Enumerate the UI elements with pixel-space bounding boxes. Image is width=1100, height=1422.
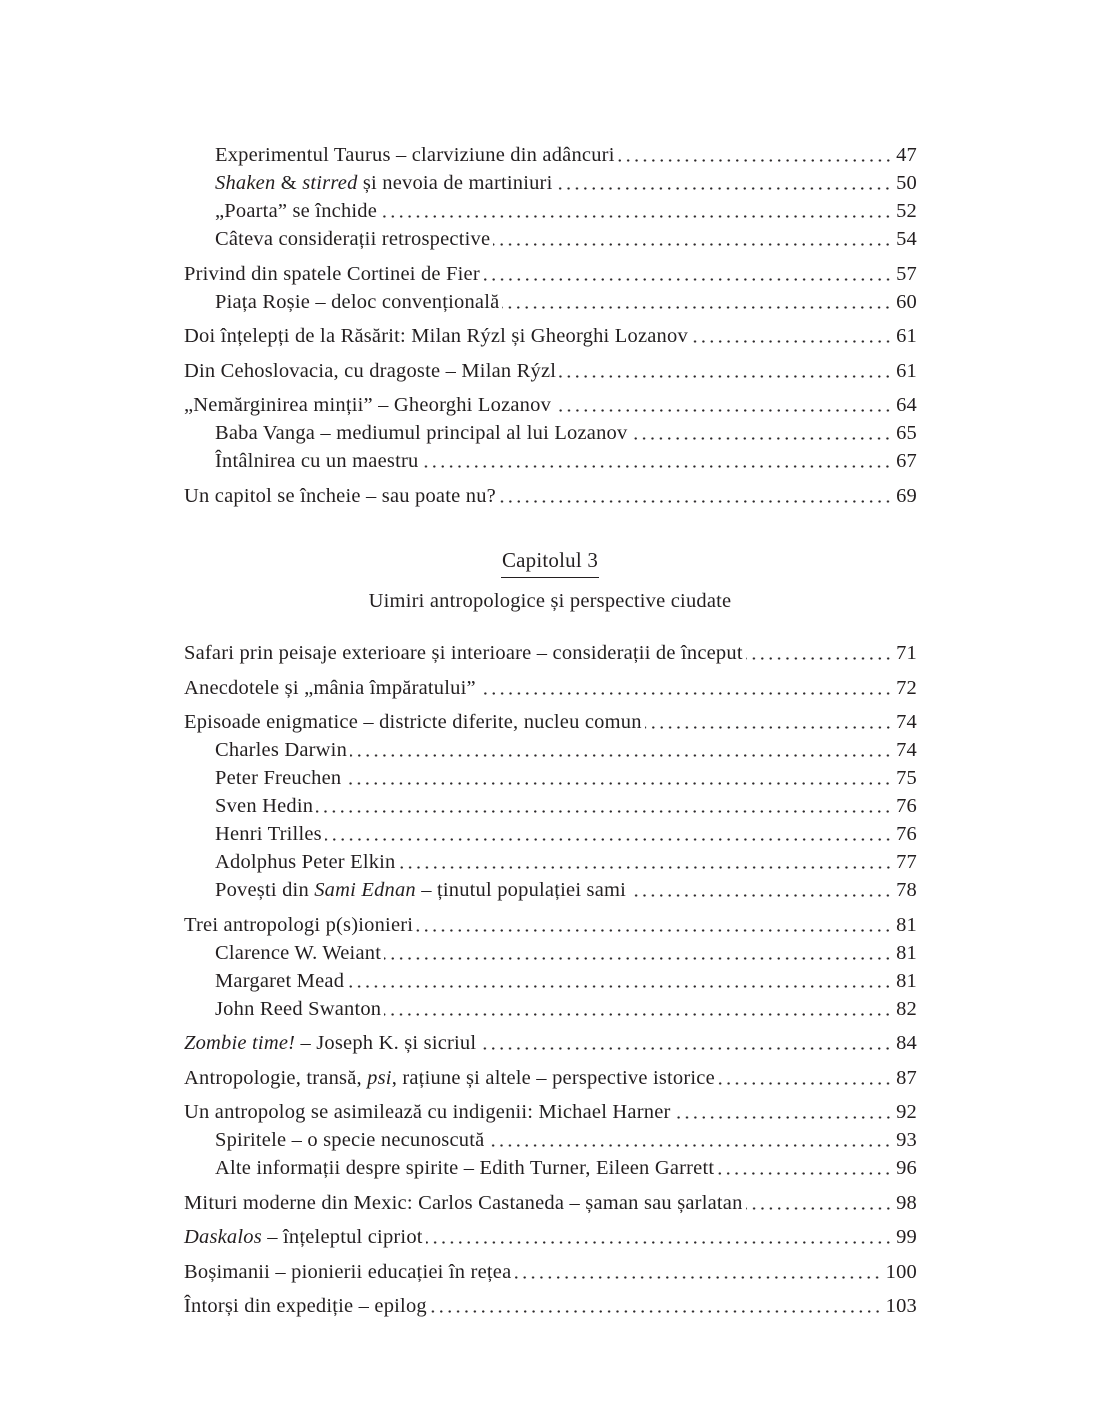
chapter-title: Uimiri antropologice și perspective ciudate <box>368 590 732 612</box>
toc-entry-title <box>215 792 316 820</box>
page-number: 78 <box>896 879 917 901</box>
title-segment: Mituri moderne din Mexic: Carlos Castaneda – șaman sau șarlatan <box>184 1191 743 1214</box>
toc-entry-title <box>215 764 344 792</box>
page-number: 50 <box>896 172 917 194</box>
toc-entry-title <box>184 357 559 385</box>
page-number: 69 <box>896 484 917 507</box>
dot-leader <box>426 1223 893 1251</box>
dot-leader <box>493 225 893 253</box>
dot-leader <box>384 939 893 967</box>
toc-entry-title <box>215 1154 717 1182</box>
dot-leader <box>499 482 893 510</box>
title-segment: Experimentul Taurus – clarviziune din adâncuri <box>215 144 615 166</box>
title-segment: Margaret Mead <box>215 969 345 992</box>
page-number: 72 <box>896 676 917 699</box>
toc-entry <box>184 1098 917 1126</box>
dot-leader <box>559 357 893 385</box>
dot-leader <box>416 911 893 939</box>
italic-title-segment: Shaken <box>215 172 276 194</box>
title-segment: Câteva considerații retrospective <box>215 228 491 250</box>
title-segment: Piața Roșie – deloc convențională <box>215 290 500 313</box>
title-segment: Sven Hedin <box>215 795 314 817</box>
toc-entry-title <box>184 391 554 419</box>
dot-leader <box>380 197 893 225</box>
toc-entry-title <box>215 995 384 1023</box>
toc-entry-title <box>184 639 746 667</box>
page-number: 61 <box>896 325 917 347</box>
title-segment: – Joseph K. și sicriul <box>295 1032 477 1054</box>
title-segment: Trei antropologi p(s)ionieri <box>184 913 414 936</box>
toc-entry-title <box>215 447 421 475</box>
dot-leader <box>479 674 893 702</box>
dot-leader <box>430 1292 883 1320</box>
title-segment: „Poarta” se închide <box>215 200 378 222</box>
title-segment: Henri Trilles <box>215 823 322 845</box>
toc-subentry <box>184 419 917 447</box>
page-number: 65 <box>896 422 917 444</box>
toc-subentry <box>184 736 917 764</box>
toc-subentry <box>184 848 917 876</box>
dot-leader <box>691 322 893 350</box>
title-segment: Safari prin peisaje exterioare și interioare – considerații de început <box>184 642 743 664</box>
italic-title-segment: Sami Ednan <box>314 879 416 901</box>
toc-entry-title <box>184 708 645 736</box>
toc-subentry <box>184 197 917 225</box>
page-number: 81 <box>896 913 917 936</box>
dot-leader <box>325 820 893 848</box>
toc-entry-title <box>215 1126 487 1154</box>
toc-entry <box>184 322 917 350</box>
title-segment: Antropologie, transă, <box>184 1066 368 1089</box>
page-number: 99 <box>896 1226 917 1248</box>
toc-entry <box>184 1064 917 1092</box>
table-of-contents-part-1 <box>184 141 917 510</box>
title-segment: Privind din spatele Cortinei de Fier <box>184 262 480 285</box>
dot-leader <box>629 876 893 904</box>
title-segment: John Reed Swanton <box>215 997 382 1020</box>
title-segment: – ținutul populației sami <box>415 879 627 901</box>
title-segment: „Nemărginirea minții” – Gheorghi Lozanov <box>184 394 552 416</box>
title-segment: Alte informații despre spirite – Edith Turner, Eileen Garrett <box>215 1157 715 1179</box>
dot-leader <box>487 1126 893 1154</box>
title-segment: Baba Vanga – mediumul principal al lui Lozanov <box>215 422 628 444</box>
page-number: 76 <box>896 795 917 817</box>
toc-entry-title <box>184 482 499 510</box>
chapter-label: Capitolul 3 <box>501 546 599 578</box>
dot-leader <box>746 639 893 667</box>
title-segment: și nevoia de martiniuri <box>357 172 553 194</box>
toc-entry-title <box>215 939 384 967</box>
page-number: 98 <box>896 1191 917 1214</box>
title-segment: , rațiune și altele – perspective istorice <box>391 1066 715 1089</box>
toc-entry-title <box>215 876 629 904</box>
dot-leader <box>717 1154 893 1182</box>
toc-entry <box>184 482 917 510</box>
page-number: 74 <box>896 711 917 733</box>
toc-entry <box>184 260 917 288</box>
page-number: 81 <box>896 941 917 964</box>
dot-leader <box>514 1258 882 1286</box>
dot-leader <box>645 708 893 736</box>
toc-subentry <box>184 820 917 848</box>
dot-leader <box>630 419 893 447</box>
page-number: 52 <box>896 200 917 222</box>
page-number: 82 <box>896 997 917 1020</box>
page-number: 96 <box>896 1157 917 1179</box>
title-segment: Charles Darwin <box>215 739 348 761</box>
page-number: 60 <box>896 290 917 313</box>
toc-entry-title <box>184 1189 746 1217</box>
dot-leader <box>746 1189 894 1217</box>
toc-entry <box>184 639 917 667</box>
page-number: 64 <box>896 394 917 416</box>
page-number: 77 <box>896 851 917 873</box>
page-number: 92 <box>896 1101 917 1123</box>
title-segment: Un capitol se încheie – sau poate nu? <box>184 484 496 507</box>
dot-leader <box>421 447 893 475</box>
toc-subentry <box>184 1126 917 1154</box>
dot-leader <box>718 1064 893 1092</box>
toc-entry-title <box>184 1223 426 1251</box>
italic-title-segment: psi <box>367 1066 392 1089</box>
toc-subentry <box>184 792 917 820</box>
toc-entry <box>184 1292 917 1320</box>
toc-entry-title <box>215 820 325 848</box>
dot-leader <box>479 1029 893 1057</box>
toc-entry-title <box>184 911 416 939</box>
toc-entry-title <box>184 1098 674 1126</box>
dot-leader <box>555 169 893 197</box>
toc-entry <box>184 357 917 385</box>
title-segment: Episoade enigmatice – districte diferite, nucleu comun <box>184 711 642 733</box>
toc-entry <box>184 391 917 419</box>
page-number: 57 <box>896 262 917 285</box>
title-segment: Clarence W. Weiant <box>215 941 382 964</box>
toc-entry-title <box>184 674 479 702</box>
toc-entry-title <box>215 848 399 876</box>
title-segment: Doi înțelepți de la Răsărit: Milan Rýzl și Gheorghi Lozanov <box>184 325 688 347</box>
toc-subentry <box>184 995 917 1023</box>
page-number: 84 <box>896 1032 917 1054</box>
toc-subentry <box>184 764 917 792</box>
toc-entry-title <box>184 322 691 350</box>
toc-entry-title <box>215 197 380 225</box>
page-number: 67 <box>896 450 917 472</box>
page-number: 54 <box>896 228 917 250</box>
italic-title-segment: Zombie time! <box>184 1032 296 1054</box>
toc-entry-title <box>184 1292 430 1320</box>
italic-title-segment: stirred <box>302 172 358 194</box>
dot-leader <box>350 736 893 764</box>
toc-subentry <box>184 876 917 904</box>
toc-entry-title <box>184 1064 718 1092</box>
page-number: 74 <box>896 739 917 761</box>
dot-leader <box>344 764 893 792</box>
title-segment: & <box>275 172 303 194</box>
page-number: 71 <box>896 642 917 664</box>
toc-entry-title <box>184 260 483 288</box>
dot-leader <box>554 391 893 419</box>
toc-entry-title <box>215 225 493 253</box>
title-segment: Spiritele – o specie necunoscută <box>215 1129 485 1151</box>
page-number: 75 <box>896 767 917 789</box>
chapter-heading <box>0 546 1100 578</box>
toc-entry <box>184 1223 917 1251</box>
toc-entry-title <box>215 288 502 316</box>
toc-entry <box>184 1258 917 1286</box>
title-segment: Adolphus Peter Elkin <box>215 851 396 873</box>
dot-leader <box>316 792 893 820</box>
title-segment: – înțeleptul cipriot <box>261 1226 423 1248</box>
toc-subentry <box>184 169 917 197</box>
toc-entry-title <box>184 1258 514 1286</box>
toc-entry-title <box>184 1029 479 1057</box>
page-number: 103 <box>885 1295 917 1317</box>
page-number: 47 <box>896 144 917 166</box>
page-number: 76 <box>896 823 917 845</box>
title-segment: Boșimanii – pionierii educației în rețea <box>184 1260 512 1283</box>
toc-subentry <box>184 288 917 316</box>
toc-entry <box>184 674 917 702</box>
dot-leader <box>384 995 893 1023</box>
dot-leader <box>618 141 893 169</box>
title-segment: Din Cehoslovacia, cu dragoste – Milan Rýzl <box>184 359 557 382</box>
dot-leader <box>399 848 894 876</box>
page-number: 100 <box>885 1260 917 1283</box>
toc-entry-title <box>215 967 347 995</box>
toc-subentry <box>184 967 917 995</box>
toc-subentry <box>184 447 917 475</box>
toc-subentry <box>184 225 917 253</box>
toc-entry-title <box>215 141 618 169</box>
toc-entry-title <box>215 419 630 447</box>
title-segment: Un antropolog se asimilează cu indigenii: Michael Harner <box>184 1101 671 1123</box>
italic-title-segment: Daskalos <box>184 1226 262 1248</box>
title-segment: Întorși din expediție – epilog <box>184 1295 427 1317</box>
page-number: 81 <box>896 969 917 992</box>
table-of-contents-part-2 <box>184 639 917 1320</box>
title-segment: Anecdotele și „mânia împăratului” <box>184 676 476 699</box>
page-number: 93 <box>896 1129 917 1151</box>
dot-leader <box>347 967 893 995</box>
page-number: 61 <box>896 359 917 382</box>
toc-entry-title <box>215 169 555 197</box>
title-segment: Peter Freuchen <box>215 767 342 789</box>
toc-entry-title <box>215 736 350 764</box>
page-number: 87 <box>896 1066 917 1089</box>
dot-leader <box>674 1098 894 1126</box>
toc-subentry <box>184 1154 917 1182</box>
toc-entry <box>184 708 917 736</box>
toc-subentry <box>184 939 917 967</box>
dot-leader <box>483 260 893 288</box>
toc-entry <box>184 911 917 939</box>
toc-entry <box>184 1029 917 1057</box>
title-segment: Întâlnirea cu un maestru <box>215 450 419 472</box>
toc-entry <box>184 1189 917 1217</box>
title-segment: Povești din <box>215 879 315 901</box>
dot-leader <box>502 288 893 316</box>
toc-subentry <box>184 141 917 169</box>
